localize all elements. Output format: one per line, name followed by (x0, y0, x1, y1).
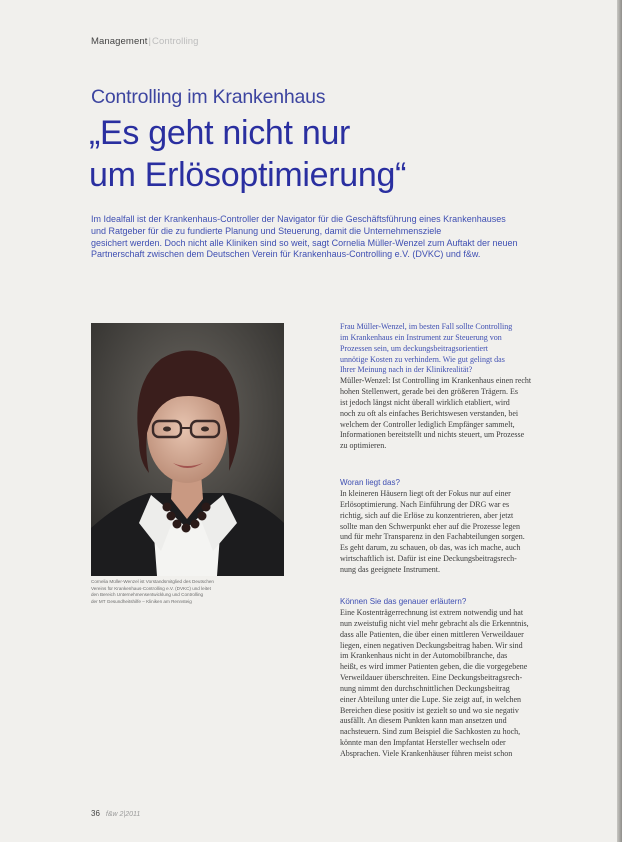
lead-line: Im Idealfall ist der Krankenhaus-Controller der Navigator für die Geschäftsführung eines Krankenhauses (91, 214, 506, 224)
portrait-photo (91, 323, 284, 576)
question-line: im Krankenhaus ein Instrument zur Steuerung von (340, 332, 502, 342)
caption-line: Vereins für Krankenhaus-Controlling e.V. (DVKC) und leitet (91, 585, 211, 591)
answer-line: nachsteuern. Sind zum Beispiel die Sachkosten zu hoch, (340, 727, 521, 737)
interview-intro (340, 322, 554, 452)
answer-line: liegen, einen negativen Deckungsbeitrag haben. Wir sind (340, 640, 523, 650)
answer-line: und für mehr Transparenz in den Fachabteilungen sorgen. (340, 532, 525, 542)
question-line: Ihrer Meinung nach in der Klinikrealität? (340, 365, 473, 375)
answer-line: ist jedoch längst nicht überall wirklich etabliert, wird (340, 397, 510, 407)
caption-line: Cornelia Müller-Wenzel ist Vorstandsmitglied des Deutschen (91, 579, 214, 584)
answer-line: nung nimmt den durchschnittlichen Deckungsbeitrag (340, 683, 510, 693)
answer-line: welchem der Controller lediglich Empfänger sammelt, (340, 419, 515, 429)
answer-line: In kleineren Häusern liegt oft der Fokus nur auf einer (340, 489, 511, 498)
photo-caption (91, 579, 286, 605)
magazine-name: f&w 2|2011 (105, 811, 141, 818)
page-footer (91, 809, 140, 818)
answer-line: Informationen bereitstellt und nichts steuert, um Prozesse (340, 430, 525, 440)
answer-line: einer Abteilung unter die Lupe. Sie zeigt auf, in welchen (340, 694, 522, 704)
section-label (91, 36, 199, 47)
page-number: 36 (91, 809, 100, 818)
headline-line: „Es geht nicht nur (89, 114, 351, 152)
caption-line: der MT Gesundheitshilfe – Kliniken am Rennsteig (91, 598, 192, 604)
answer-block (340, 608, 554, 760)
section-name: Management (91, 36, 148, 47)
lead-line: Partnerschaft zwischen dem Deutschen Verein für Krankenhaus-Controlling e.V. (DVKC) und f&w. (91, 249, 481, 260)
answer-line: ausfällt. An diesem Punkten kann man ansetzen und (340, 716, 507, 726)
article-kicker: Controlling im Krankenhaus (91, 86, 326, 108)
article-lead (91, 214, 546, 261)
answer-line: nung das geeignete Instrument. (340, 564, 440, 574)
answer-line: Eine Kostenträgerrechnung ist extrem notwendig und hat (340, 608, 524, 617)
answer-line: Erlösoptimierung. Nach Einführung der DRG war es (340, 499, 510, 509)
subsection-name: Controlling (152, 36, 199, 47)
lead-line: gesichert werden. Doch nicht alle Kliniken sind so weit, sagt Cornelia Müller-Wenzel zum Auftakt der neuen (91, 237, 518, 248)
answer-line: sollte man den Schwerpunkt eher auf die Prozesse legen (340, 521, 520, 531)
portrait-illustration (91, 323, 284, 576)
answer-line: Es geht darum, zu schauen, ob das, was ich mache, auch (340, 543, 521, 553)
answer-line: hohen Stellenwert, gerade bei den größeren Trägern. Es (340, 387, 518, 397)
answer-line: Verweildauer überschreiten. Eine Deckungsbeitragsrech- (340, 673, 523, 683)
answer-line: Bereichen diese positiv ist gezielt so und wo sie negativ (340, 705, 519, 715)
question-line: Prozessen sein, um deckungsbeitragsorientiert (340, 343, 488, 353)
answer-line: könnte man den Impfantat Hersteller wechseln oder (340, 738, 506, 748)
answer-line: nun zweistufig nicht viel mehr gebracht als die Erkenntnis, (340, 618, 529, 628)
answer-line: im Krankenhaus nicht in der Automobilbranche, das (340, 651, 508, 661)
answer-line: noch zu oft als einfaches Berichtswesen verstanden, bei (340, 408, 519, 418)
answer-line: richtig, sich auf die Erlöse zu konzentrieren, aber jetzt (340, 510, 514, 520)
question-heading: Können Sie das genauer erläutern? (340, 597, 467, 606)
article-headline (89, 112, 406, 196)
answer-line: Müller-Wenzel: Ist Controlling im Krankenhaus einen recht (340, 376, 532, 386)
answer-block (340, 489, 554, 576)
section-separator: | (148, 36, 152, 47)
lead-line: und Ratgeber für die zu fundierte Planung und Steuerung, damit die Unternehmensziele (91, 225, 442, 236)
answer-line: dass alle Patienten, die über einen mittleren Verweildauer (340, 629, 524, 639)
scan-edge-shadow (617, 0, 622, 842)
question-line: Frau Müller-Wenzel, im besten Fall sollte Controlling (340, 322, 513, 331)
question-heading: Woran liegt das? (340, 478, 400, 487)
answer-line: wirtschaftlich ist. Dafür ist eine Deckungsbeitragsrech- (340, 554, 517, 564)
caption-line: den Bereich Unternehmensentwicklung und Controlling (91, 592, 204, 598)
answer-line: zu optimieren. (340, 441, 387, 451)
question-line: unnötige Kosten zu verhindern. Wie gut gelingt das (340, 354, 505, 364)
headline-line: um Erlösoptimierung“ (89, 156, 407, 194)
answer-line: Absprachen. Viele Krankenhäuser führen meist schon (340, 748, 513, 758)
answer-line: heißt, es wird immer Patienten geben, die die vorgegebene (340, 662, 528, 672)
